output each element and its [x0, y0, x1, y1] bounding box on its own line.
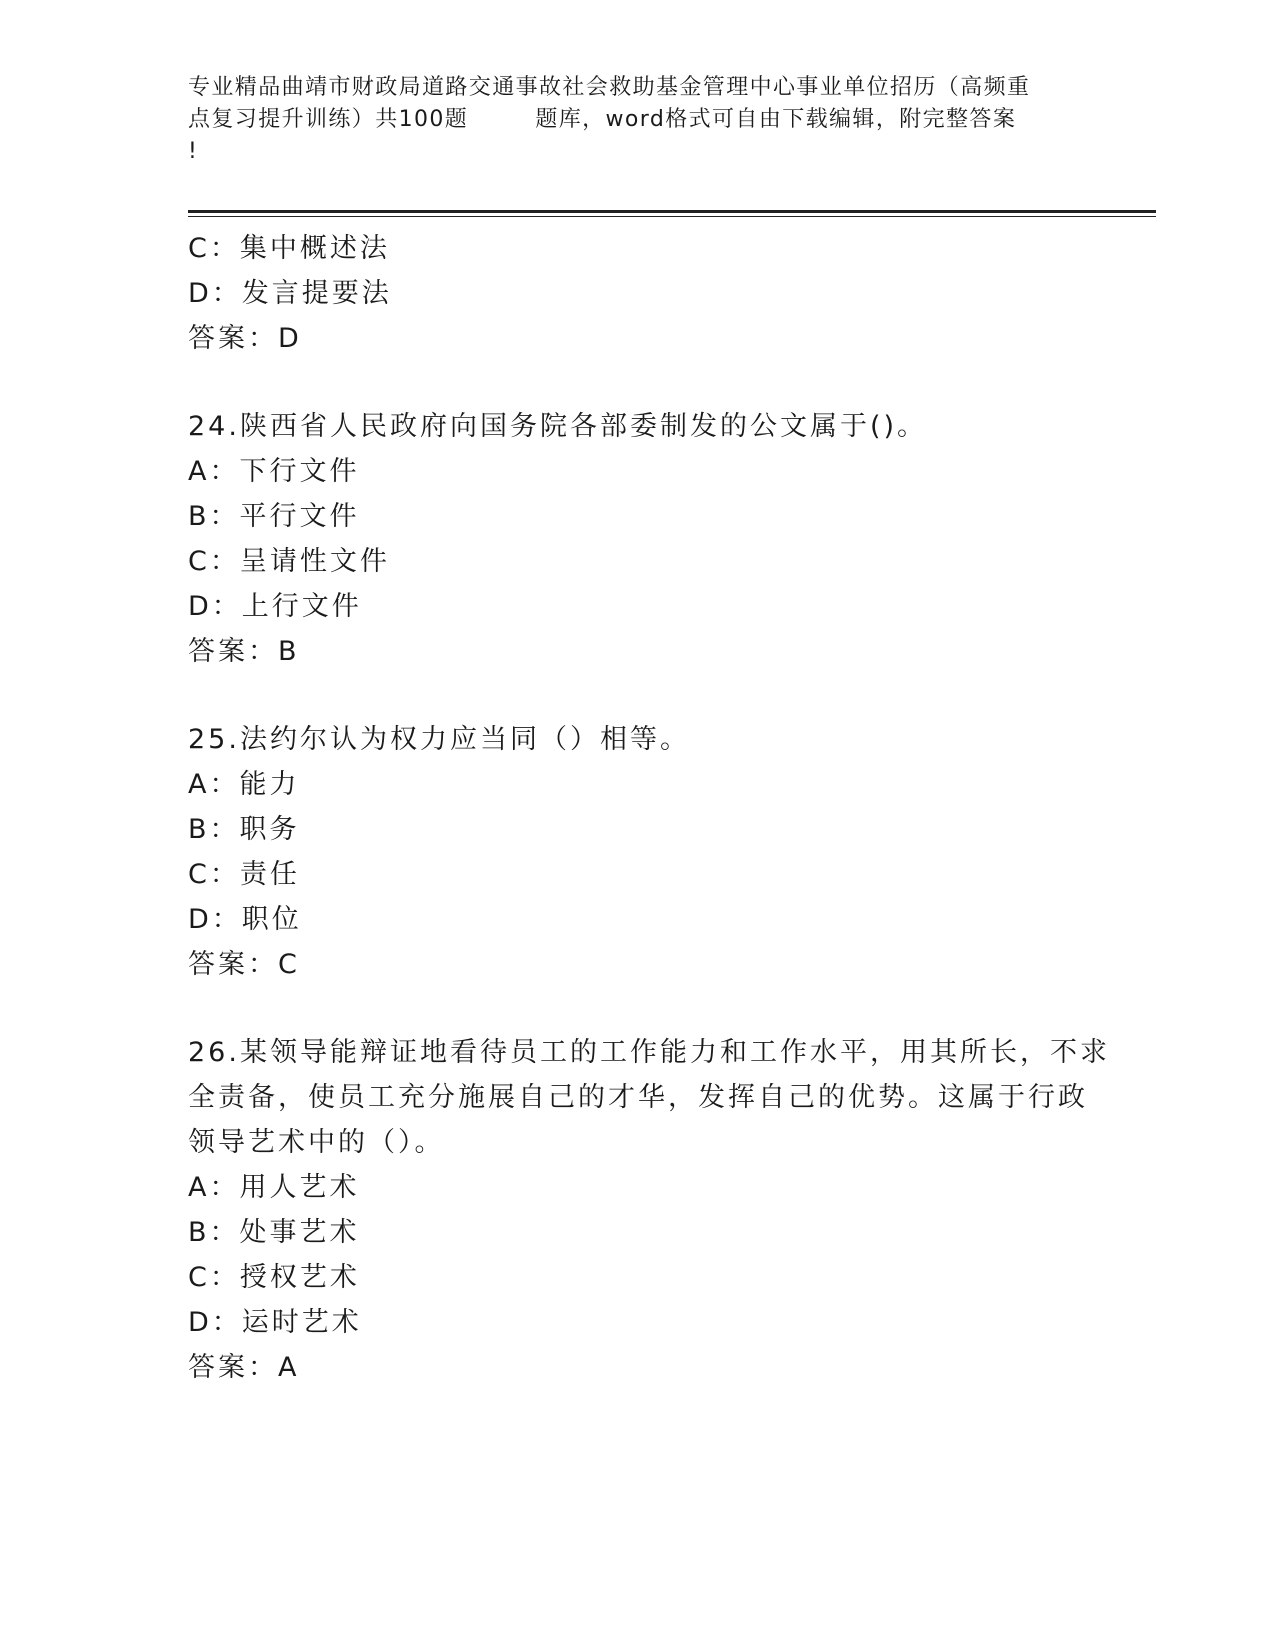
header-line-3: ! [188, 139, 199, 164]
document-header [188, 72, 1088, 168]
option-a: A：用人艺术 [188, 1172, 360, 1203]
option-a: A：能力 [188, 769, 300, 800]
header-line-1: 专业精品曲靖市财政局道路交通事故社会救助基金管理中心事业单位招历（高频重 [188, 75, 1031, 100]
question-text-line-2: 全责备，使员工充分施展自己的才华，发挥自己的优势。这属于行政 [188, 1082, 1088, 1113]
option-b: B：职务 [188, 814, 300, 845]
question-block-24 [188, 404, 1108, 674]
option-b: B：平行文件 [188, 501, 360, 532]
option-d: D：职位 [188, 904, 302, 935]
option-b: B：处事艺术 [188, 1217, 360, 1248]
option-c: C：呈请性文件 [188, 546, 390, 577]
option-d: D：运时艺术 [188, 1307, 362, 1338]
question-text-line-1: 26.某领导能辩证地看待员工的工作能力和工作水平，用其所长，不求 [188, 1037, 1110, 1068]
answer-line: 答案：A [188, 1352, 300, 1383]
option-a: A：下行文件 [188, 456, 360, 487]
option-c: C：责任 [188, 859, 300, 890]
answer-line: 答案：C [188, 949, 300, 980]
option-d: D：上行文件 [188, 591, 362, 622]
option-d: D：发言提要法 [188, 278, 392, 309]
question-text: 25.法约尔认为权力应当同（）相等。 [188, 724, 690, 755]
document-body [188, 226, 1108, 1390]
question-block-26 [188, 1030, 1108, 1390]
answer-line: 答案：B [188, 636, 300, 667]
header-divider-thick [188, 210, 1156, 213]
question-block-25 [188, 717, 1108, 987]
header-divider-thin [188, 216, 1156, 217]
option-c: C：集中概述法 [188, 233, 390, 264]
header-line-2: 点复习提升训练）共100题 题库，word格式可自由下载编辑，附完整答案 [188, 107, 1017, 132]
question-text-line-3: 领导艺术中的（）。 [188, 1127, 445, 1158]
answer-line: 答案：D [188, 323, 302, 354]
question-block-23-continued [188, 226, 1108, 361]
option-c: C：授权艺术 [188, 1262, 360, 1293]
question-text: 24.陕西省人民政府向国务院各部委制发的公文属于()。 [188, 411, 928, 442]
